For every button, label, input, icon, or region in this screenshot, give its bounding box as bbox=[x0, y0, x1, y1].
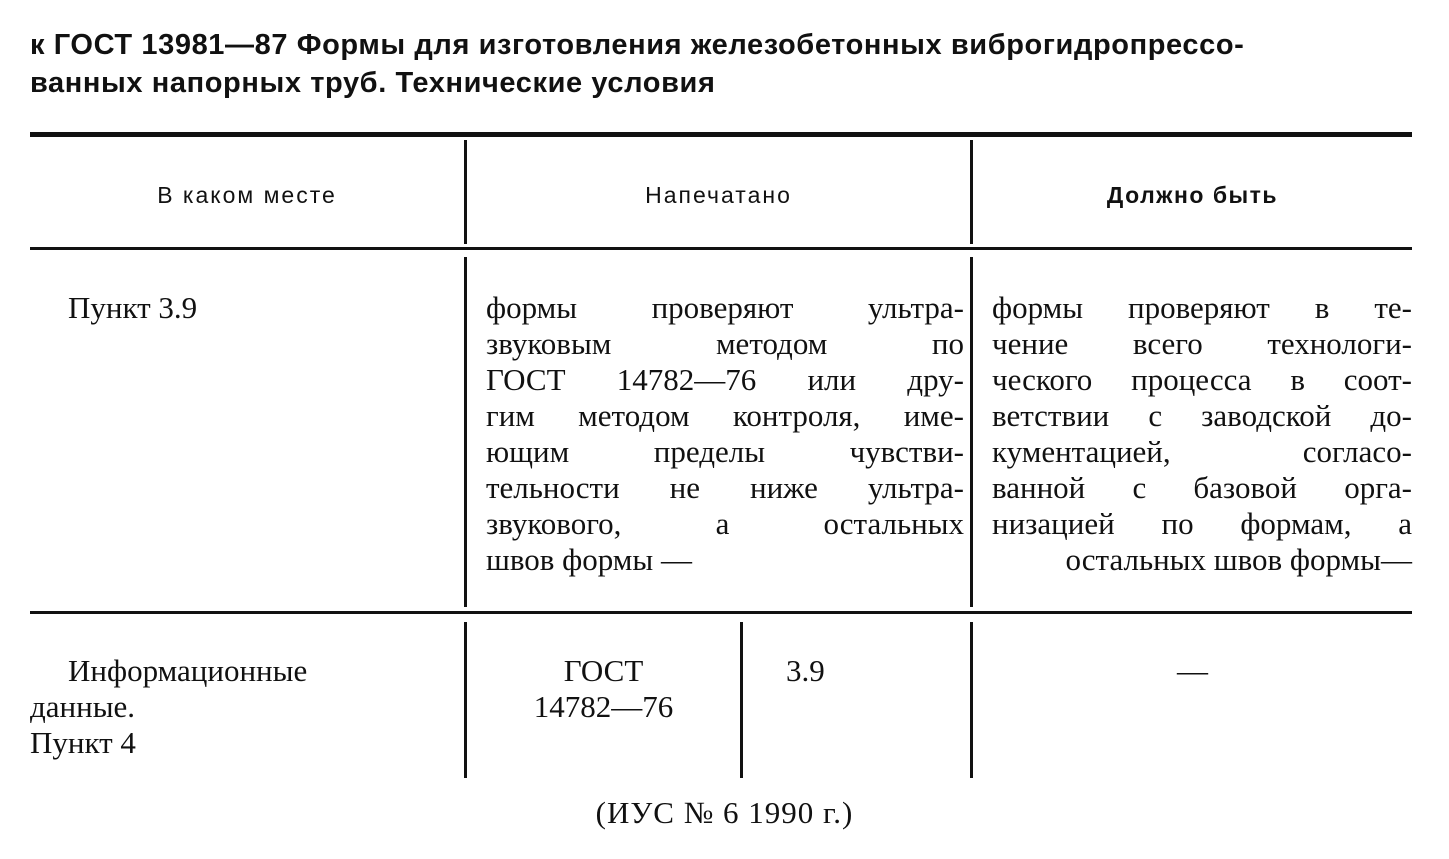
row-2-location bbox=[30, 653, 460, 761]
row-divider-rule bbox=[30, 611, 1412, 614]
row-1-should-be bbox=[992, 290, 1412, 578]
row-1-printed-line: швов формы — bbox=[486, 542, 692, 577]
footer-note: (ИУС № 6 1990 г.) bbox=[595, 795, 854, 830]
row-2-location-line: Информационные bbox=[68, 653, 308, 688]
row-1-should-be-line: формы проверяют в те- bbox=[992, 290, 1412, 325]
row-1-location bbox=[68, 290, 448, 326]
column-divider-2 bbox=[970, 257, 973, 607]
row-1-should-be-line: ческого процесса в соот- bbox=[992, 362, 1412, 397]
row-1-should-be-line: ванной с базовой орга- bbox=[992, 470, 1412, 505]
row-1-printed-line: звукового, а остальных bbox=[486, 506, 964, 541]
row-2-location-line: Пункт 4 bbox=[30, 725, 136, 760]
row-1-printed-line: ющим пределы чувстви- bbox=[486, 434, 964, 469]
table-top-rule bbox=[30, 132, 1412, 137]
header-location: В каком месте bbox=[157, 182, 337, 208]
row-2-printed bbox=[467, 653, 740, 725]
row-1-should-be-line: низацией по формам, а bbox=[992, 506, 1412, 541]
row-1-printed-line: гим методом контроля, име- bbox=[486, 398, 964, 433]
row-2-should-be: — bbox=[1177, 653, 1208, 688]
row-1-should-be-line: ветствии с заводской до- bbox=[992, 398, 1412, 433]
row-2-location-line: данные. bbox=[30, 689, 136, 724]
page-title bbox=[30, 26, 1425, 102]
row-1-printed-line: звуковым методом по bbox=[486, 326, 964, 361]
title-line-1: к ГОСТ 13981—87 Формы для изготовления железобетонных виброгидропрессо- bbox=[30, 29, 1245, 61]
column-divider-2 bbox=[970, 622, 973, 778]
row-1-printed-line: формы проверяют ультра- bbox=[486, 290, 964, 325]
header-printed: Напечатано bbox=[645, 182, 792, 208]
row-1-printed-line: тельности не ниже ультра- bbox=[486, 470, 964, 505]
column-divider-1 bbox=[464, 257, 467, 607]
title-line-2: ванных напорных труб. Технические условия bbox=[30, 67, 716, 99]
header-bottom-rule bbox=[30, 247, 1412, 250]
row-2-printed-ref: 3.9 bbox=[786, 653, 825, 688]
row-1-printed bbox=[486, 290, 964, 578]
row-1-printed-line: ГОСТ 14782—76 или дру- bbox=[486, 362, 964, 397]
row-1-should-be-line: чение всего технологи- bbox=[992, 326, 1412, 361]
row-2-printed-line: 14782—76 bbox=[533, 689, 674, 724]
printed-subcolumn-divider bbox=[740, 622, 743, 778]
row-1-location-line: Пункт 3.9 bbox=[68, 290, 198, 325]
row-1-should-be-line: кументацией, согласо- bbox=[992, 434, 1412, 469]
row-2-printed-line: ГОСТ bbox=[563, 653, 644, 688]
row-1-should-be-line: остальных швов формы— bbox=[1065, 542, 1412, 577]
header-should-be: Должно быть bbox=[1106, 182, 1279, 208]
